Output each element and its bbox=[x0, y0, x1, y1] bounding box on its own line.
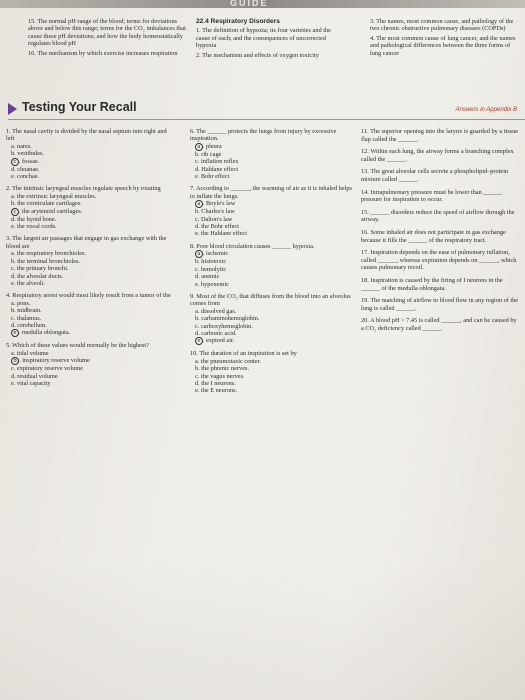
section-heading: 22.4 Respiratory Disorders bbox=[196, 18, 280, 25]
answer-option: a. the respiratory bronchioles. bbox=[11, 250, 87, 258]
objective-item bbox=[370, 35, 520, 57]
question-stem: 2. The intrinsic laryngeal muscles regulate speech by rotating bbox=[6, 185, 161, 193]
top-banner bbox=[0, 0, 525, 8]
answer-option: b. the corniculate cartilages. bbox=[11, 200, 82, 208]
question-stem: 20. A blood pH > 7.45 is called ______, and can be caused by a CO₂ deficiency called ______. bbox=[361, 317, 517, 332]
question bbox=[361, 277, 519, 292]
answer-option: e . medulla oblongata. bbox=[6, 329, 176, 337]
answer-option: b. histotoxic bbox=[195, 258, 227, 266]
answer-option: e. Bohr effect bbox=[195, 173, 230, 181]
objective-text: 4. The most common cause of lung cancer, and the names and pathological differences between the three forms of lung cancer bbox=[370, 34, 516, 57]
circled-answer-mark: a bbox=[195, 250, 203, 258]
objective-text: 1. The definition of hypoxia; its four varieties and the cause of each; and the consequences of uncorrected hypoxia bbox=[196, 27, 331, 50]
answer-option: c. thalamus. bbox=[11, 314, 42, 322]
answer-option: c. carboxyhemoglobin. bbox=[195, 322, 253, 330]
answer-option: b. the terminal bronchioles. bbox=[11, 257, 81, 265]
question bbox=[6, 342, 176, 387]
answer-option: c. hemolytic bbox=[195, 265, 227, 273]
answer-option: d. choanae. bbox=[11, 165, 40, 173]
objectives-middle bbox=[196, 18, 346, 61]
answer-option: e. the alveoli. bbox=[11, 279, 45, 287]
question bbox=[361, 297, 519, 312]
question bbox=[190, 293, 352, 345]
circled-answer-mark: c bbox=[11, 208, 19, 216]
question bbox=[6, 292, 176, 337]
answer-option: d. carbonic acid. bbox=[195, 329, 237, 337]
answer-option: a . pleura bbox=[190, 143, 352, 151]
answer-option: a. dissolved gas. bbox=[195, 307, 237, 315]
objective-text: 16. The mechanism by which exercise increases respiration bbox=[28, 49, 178, 57]
circled-answer-mark: a bbox=[195, 200, 203, 208]
question bbox=[6, 185, 176, 230]
answer-option: d. the Bohr effect bbox=[195, 223, 239, 231]
question-stem: 3. The largest air passages that engage in gas exchange with the blood are bbox=[6, 235, 167, 250]
answer-option: c . the arytenoid cartilages. bbox=[6, 208, 176, 216]
answer-option: b. rib cage bbox=[195, 150, 222, 158]
objectives-right bbox=[370, 18, 520, 59]
answer-option: c. the vagus nerves. bbox=[195, 372, 245, 380]
questions-column-1 bbox=[6, 128, 176, 392]
answer-option: c. Dalton's law bbox=[195, 215, 233, 223]
question bbox=[6, 235, 176, 287]
question-stem: 17. Inspiration depends on the ease of pulmonary inflation, called ______, whereas expiration depends on ______, which causes pulmonary recoil. bbox=[361, 249, 517, 272]
answer-option: e. the Haldane effect bbox=[195, 230, 247, 238]
section-title: Testing Your Recall bbox=[22, 100, 137, 114]
circled-answer-mark: a bbox=[195, 143, 203, 151]
question-stem: 16. Some inhaled air does not participate in gas exchange because it fills the ______ of the respiratory tract. bbox=[361, 228, 506, 244]
question-stem: 7. According to ______, the warming of air as it is inhaled helps to inflate the lungs. bbox=[190, 185, 352, 200]
answer-option: d. the alveolar ducts. bbox=[11, 272, 64, 280]
answer-option: d. the I neurons. bbox=[195, 379, 236, 387]
objective-text: 3. The names, most common cause, and pathology of the two chronic obstructive pulmonary diseases (COPDs) bbox=[370, 18, 514, 33]
answer-option: b. carbaminohemoglobin. bbox=[195, 315, 260, 323]
question bbox=[361, 148, 519, 163]
question-stem: 9. Most of the CO₂ that diffuses from the blood into an alveolus comes from bbox=[190, 292, 351, 308]
question-stem: 1. The nasal cavity is divided by the nasal septum into right and left bbox=[6, 128, 167, 143]
question-stem: 6. The ______ protects the lungs from injury by excessive inspiration. bbox=[190, 128, 337, 143]
answer-option: e. vital capacity bbox=[11, 379, 51, 387]
questions-column-2 bbox=[190, 128, 352, 400]
question-stem: 5. Which of these values would normally be the highest? bbox=[6, 342, 149, 350]
objective-text: 15. The normal pH range of the blood; terms for deviations above and below this range; terms for the CO₂ imbalances that cause these pH deviations; and how the body homeostatically regulates blood pH bbox=[28, 18, 186, 48]
question bbox=[361, 209, 519, 224]
question-stem: 10. The duration of an inspiration is set by bbox=[190, 350, 297, 358]
answer-option: e . expired air. bbox=[190, 337, 352, 345]
question-stem: 18. Inspiration is caused by the firing of I neurons in the ______ of the medulla oblongata. bbox=[361, 276, 503, 292]
question bbox=[190, 185, 352, 237]
answer-option: e. conchae. bbox=[11, 173, 40, 181]
question-stem: 14. Intrapulmonary pressure must be lower than ______ pressure for inspiration to occur. bbox=[361, 188, 503, 204]
question bbox=[361, 249, 519, 272]
answer-option: d. anemic bbox=[195, 273, 220, 281]
answer-option: b. midbrain. bbox=[11, 307, 42, 315]
question bbox=[361, 128, 519, 143]
question-stem: 11. The superior opening into the larynx is guarded by a tissue flap called the ______. bbox=[361, 128, 519, 143]
question bbox=[361, 189, 519, 204]
question-stem: 8. Poor blood circulation causes ______ hypoxia. bbox=[190, 242, 315, 250]
question-stem: 19. The matching of airflow to blood flow in any region of the lung is called ______. bbox=[361, 297, 519, 312]
answer-option: a. the pneumotaxic center. bbox=[195, 357, 261, 365]
answer-option: a . Boyle's law bbox=[190, 200, 352, 208]
circled-answer-mark: e bbox=[11, 329, 19, 337]
answer-option: d. the hyoid bone. bbox=[11, 215, 57, 223]
answer-option: d. Haldane effect bbox=[195, 165, 239, 173]
objective-item bbox=[28, 50, 188, 57]
answer-option: e. hypoxemic bbox=[195, 280, 229, 288]
answer-option: c. expiratory reserve volume bbox=[11, 365, 84, 373]
question-stem: 12. Within each lung, the airway forms a branching complex called the ______. bbox=[361, 148, 514, 163]
answer-option: a. nares. bbox=[11, 142, 32, 150]
answer-option: e. the E neurons. bbox=[195, 387, 238, 395]
questions-column-3 bbox=[361, 128, 519, 337]
banner-text: GUIDE bbox=[230, 0, 269, 8]
question bbox=[361, 317, 519, 332]
answer-option: e. the vocal cords. bbox=[11, 223, 57, 231]
answer-option: a. pons. bbox=[11, 299, 31, 307]
answer-option: c . fossae. bbox=[6, 158, 176, 166]
question bbox=[190, 128, 352, 180]
answer-option: b. vestibules. bbox=[11, 150, 45, 158]
answers-reference: Answers in Appendix B bbox=[455, 107, 517, 113]
arrow-icon bbox=[8, 103, 17, 115]
objective-text: 2. The mechanism and effects of oxygen toxicity bbox=[196, 51, 319, 59]
answer-option: a. the extrinsic laryngeal muscles. bbox=[11, 192, 97, 200]
question bbox=[190, 350, 352, 394]
question-stem: 13. The great alveolar cells secrete a phospholipid–protein mixture called ______. bbox=[361, 168, 509, 183]
answer-option: b. the phrenic nerves. bbox=[195, 365, 250, 373]
answer-option: d. cerebellum. bbox=[11, 321, 47, 329]
circled-answer-mark: c bbox=[11, 158, 19, 166]
answer-option: a . ischemic bbox=[190, 250, 352, 258]
objective-item bbox=[28, 18, 188, 48]
page-shadow bbox=[0, 560, 525, 700]
question bbox=[190, 243, 352, 288]
question bbox=[361, 168, 519, 183]
objective-item bbox=[196, 27, 346, 49]
circled-answer-mark: b bbox=[11, 357, 19, 365]
answer-option: c. the primary bronchi. bbox=[11, 265, 69, 273]
circled-answer-mark: e bbox=[195, 337, 203, 345]
objectives-left bbox=[28, 18, 188, 59]
answer-option: a. tidal volume bbox=[11, 349, 49, 357]
question bbox=[361, 229, 519, 244]
question-stem: 4. Respiratory arrest would most likely result from a tumor of the bbox=[6, 292, 171, 300]
answer-option: c. inflation reflex bbox=[195, 158, 239, 166]
objective-item bbox=[370, 18, 520, 33]
objective-item bbox=[196, 52, 346, 59]
answer-option: b. Charles's law bbox=[195, 208, 235, 216]
question-stem: 15. ______ disorders reduce the speed of airflow through the airway. bbox=[361, 208, 515, 224]
answer-option: b . inspiratory reserve volume bbox=[6, 357, 176, 365]
answer-option: d. residual volume bbox=[11, 372, 58, 380]
question bbox=[6, 128, 176, 180]
